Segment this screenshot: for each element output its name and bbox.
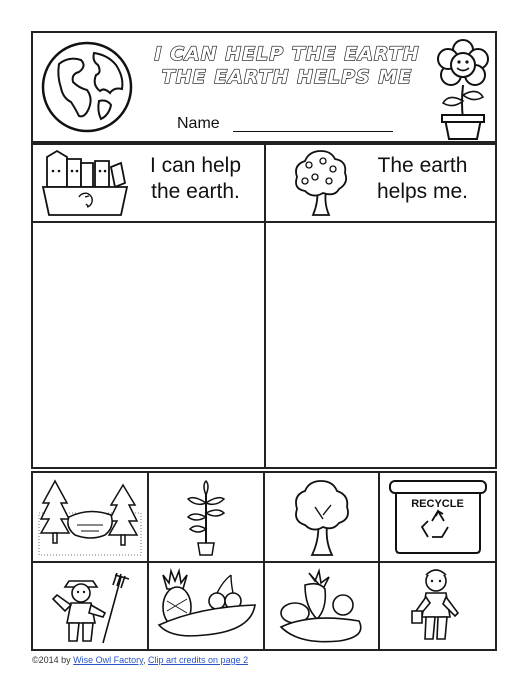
picture-card-child-picking-litter[interactable]	[380, 563, 495, 649]
vegetables-icon	[273, 567, 371, 647]
name-label: Name	[177, 115, 220, 132]
picture-card-vegetables[interactable]	[265, 563, 378, 649]
footer-separator: ,	[143, 655, 149, 665]
column-heading-earth-helps-me	[355, 153, 490, 205]
picture-card-forest-pond[interactable]	[33, 473, 147, 561]
child-litter-icon	[410, 567, 466, 647]
farmer-icon	[45, 567, 133, 647]
copyright-text: ©2014 by	[32, 655, 74, 665]
tree-icon	[293, 479, 351, 557]
title-line-2: THE EARTH HELPS ME	[161, 66, 413, 88]
sort-area-i-can-help[interactable]	[33, 223, 264, 467]
cut-out-picture-grid	[31, 471, 497, 651]
picture-card-tree[interactable]	[265, 473, 378, 561]
name-write-line[interactable]	[233, 131, 393, 132]
picture-card-fruit[interactable]	[149, 563, 263, 649]
seedling-icon	[183, 479, 229, 557]
footer-credits	[32, 655, 248, 665]
fruit-icon	[153, 567, 259, 647]
forest-pond-icon	[39, 479, 141, 555]
fruit-tree-icon	[293, 149, 349, 217]
title-line-1: I CAN HELP THE EARTH	[154, 43, 420, 65]
heading-right-line-2: helps me.	[376, 180, 469, 203]
sorting-table	[31, 143, 497, 469]
heading-right-line-1: The earth	[377, 154, 468, 177]
sort-area-earth-helps-me[interactable]	[266, 223, 495, 467]
worksheet-header	[31, 31, 497, 143]
picture-card-farmer[interactable]	[33, 563, 147, 649]
recycle-bin-icon	[388, 479, 488, 555]
flower-pot-icon	[435, 39, 491, 141]
heading-left-line-1: I can help	[149, 154, 242, 177]
picture-card-recycle-bin[interactable]	[380, 473, 495, 561]
column-heading-i-can-help	[133, 153, 258, 205]
wise-owl-factory-link[interactable]: Wise Owl Factory	[73, 655, 144, 665]
heading-left-line-2: the earth.	[151, 180, 240, 203]
recycling-bin-icon	[39, 149, 131, 217]
clip-art-credits-link[interactable]: Clip art credits on page 2	[148, 655, 249, 665]
globe-icon	[39, 39, 135, 135]
recycle-label: RECYCLE	[411, 498, 464, 510]
picture-card-seedling[interactable]	[149, 473, 263, 561]
